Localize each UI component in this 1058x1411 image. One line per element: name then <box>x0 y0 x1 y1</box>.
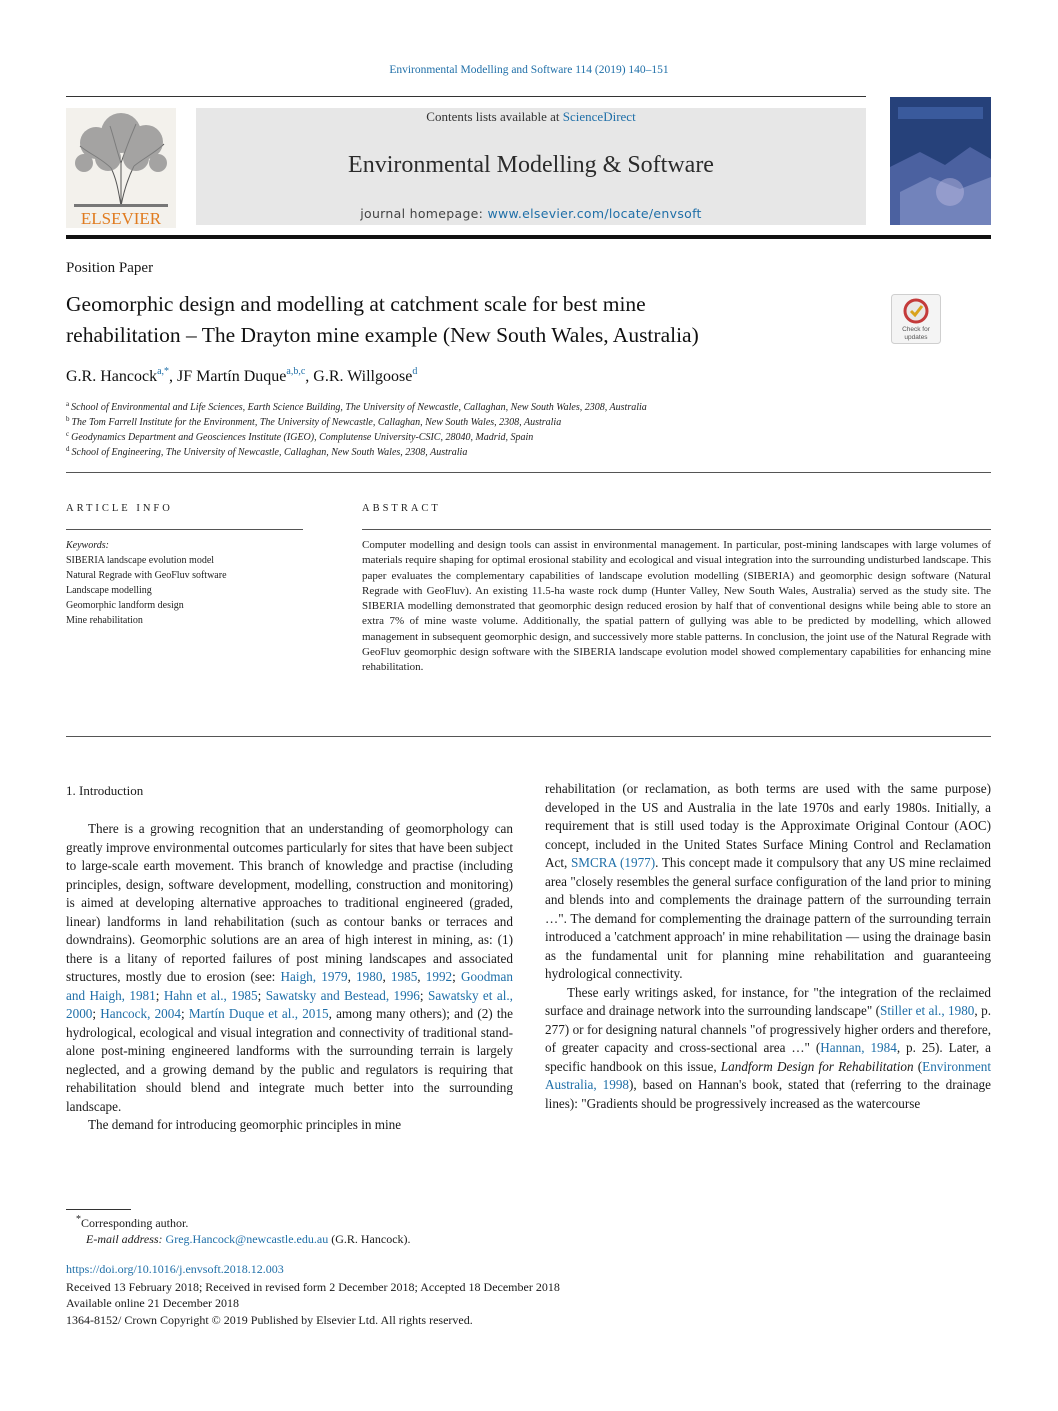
svg-text:Check for: Check for <box>902 326 930 333</box>
contents-line: Contents lists available at ScienceDirect <box>426 109 636 124</box>
author-affil-link[interactable]: d <box>412 366 418 377</box>
check-for-updates-badge[interactable] <box>891 294 941 344</box>
article-type: Position Paper <box>66 260 154 276</box>
body-paragraph: rehabilitation (or reclamation, as both terms are used with the same purpose) developed in the US and Australia in the late 1970s and early 1980s. Initially, a requirement that is still used today is the Approximate Original Contour (AOC) concept, included in the United States Surface Mining Control and Reclamation Act, SMCRA (1977). This concept made it compulsory that any US mine reclaimed area "closely resembles the general surface configuration of the land prior to mining and blends into and complements the drainage pattern of the surrounding terrain …". The demand for complementing the drainage pattern of the surrounding terrain introduced a 'catchment approach' in mine rehabilitation — using the drainage basin as the fundamental unit for planning mine rehabilitation and guaranteeing hydrological connectivity. <box>545 781 991 981</box>
keyword-item: Natural Regrade with GeoFluv software <box>66 570 227 581</box>
doi-link[interactable]: https://doi.org/10.1016/j.envsoft.2018.12.003 <box>66 1262 284 1276</box>
abstract-bottom-rule <box>66 736 991 737</box>
author-affil-link[interactable]: a,* <box>157 366 170 377</box>
citation-link[interactable]: 1985 <box>390 969 418 984</box>
citation-link[interactable]: Stiller et al., 1980 <box>879 1003 975 1018</box>
corresponding-author-note: *Corresponding author. <box>76 1214 189 1230</box>
keywords-label: Keywords: <box>66 540 109 551</box>
author-name: G.R. Hancock <box>66 368 158 385</box>
citation-link[interactable]: 1980 <box>356 969 383 984</box>
article-info-rule <box>66 529 303 530</box>
citation-link[interactable]: Environment Australia, 1998 <box>545 1058 991 1092</box>
publisher-logo <box>66 108 176 228</box>
author-name: JF Martín Duque <box>177 368 287 385</box>
header-top-rule <box>66 96 866 97</box>
journal-title: Environmental Modelling & Software <box>348 152 714 178</box>
section-heading-introduction: 1. Introduction <box>66 783 144 798</box>
keyword-item: SIBERIA landscape evolution model <box>66 555 215 566</box>
body-paragraph: The demand for introducing geomorphic principles in mine <box>88 1117 402 1132</box>
abstract-rule <box>362 529 991 530</box>
journal-cover-image[interactable] <box>890 97 991 225</box>
citation-link[interactable]: 1992 <box>425 969 453 984</box>
citation-link[interactable]: Hahn et al., 1985 <box>163 987 258 1003</box>
body-paragraph: There is a growing recognition that an understanding of geomorphology can greatly improve environmental outcomes particularly for sites that have been subject to large-scale earth movement. This branch of knowledge and practise (including principles, design, software development, modelling, construction and monitoring) is aimed at developing alternative approaches to traditional engineered (graded, linear) landforms in land rehabilitation (such as contour banks or terraces and downdrains). Geomorphic solutions are an area of high interest in mining, as: (1) there is a litany of reported failures of post mining landscapes and associated structures, mostly due to erosion (see: Haigh, 1979, 1980, 1985, 1992; Goodman and Haigh, 1981; Hahn et al., 1985; Sawatsky and Bestead, 1996; Sawatsky et al., 2000; Hancock, 2004; Martín Duque et al., 2015, among many others); and (2) the hydrological, ecological and visual integration and connectivity of traditional stand-alone post-mining engineered landforms with the surrounding terrain is largely neglected, and a growing demand by the public and regulators is requiring that rehabilitation should blend and integrate much better into the surrounding landscape. <box>66 821 513 1114</box>
keyword-item: Landscape modelling <box>66 585 152 596</box>
body-column-left <box>66 820 513 1135</box>
journal-homepage: journal homepage: www.elsevier.com/locate/envsoft <box>360 206 702 221</box>
author-name: G.R. Willgoose <box>313 368 413 385</box>
affiliation-b: $^b$ The Tom Farrell Institute for the Environment, The University of Newcastle, Callaghan, New South Wales, 2308, Australia <box>66 415 562 428</box>
abstract-heading: ABSTRACT <box>362 503 441 514</box>
affiliation-d: $^d$ School of Engineering, The University of Newcastle, Callaghan, New South Wales, 2308, Australia <box>66 445 468 458</box>
abstract-text: Computer modelling and design tools can assist in environmental management. In particular, post-mining landscapes with large volumes of materials require shaping for optimal erosional stability and ecological and visual integration into the surrounding undisturbed landscape. This paper evaluates the complementary capabilities of landscape evolution modelling (SIBERIA) and geomorphic design software (Natural Regrade with GeoFluv). An existing 11.5-ha waste rock dump (Hunter Valley, New South Wales, Australia) served as the study site. The SIBERIA modelling demonstrated that geomorphic design reduced erosion by half that of conventional designs while being able to store an extra 7% of mine waste volume. Additionally, the spatial pattern of gullying was able to be predicted by modelling, which allowed management in subsequent geomorphic design, and successively more stable patterns. In conclusion, the joint use of the Natural Regrade with GeoFluv geomorphic design software with the SIBERIA landscape evolution model showed complementary capabilities for enhancing mine rehabilitation. <box>362 539 991 674</box>
email-footnote: E-mail address: Greg.Hancock@newcastle.edu.au (G.R. Hancock). <box>86 1232 411 1246</box>
available-online-date: Available online 21 December 2018 <box>66 1296 240 1310</box>
citation-link[interactable]: Sawatsky et al., 2000 <box>66 987 513 1021</box>
keyword-item: Geomorphic landform design <box>66 600 184 611</box>
affiliation-a: $^a$ School of Environmental and Life Sciences, Earth Science Building, The University of Newcastle, Callaghan, New South Wales, 2308, Australia <box>66 400 647 413</box>
citation-link[interactable]: Sawatsky and Bestead, 1996 <box>265 987 420 1003</box>
title-line-1: Geomorphic design and modelling at catchment scale for best mine <box>66 292 646 316</box>
header-bottom-rule <box>66 235 991 239</box>
citation-link[interactable]: Martín Duque et al., 2015 <box>188 1006 329 1021</box>
svg-text:updates: updates <box>904 334 928 341</box>
copyright-notice: 1364-8152/ Crown Copyright © 2019 Published by Elsevier Ltd. All rights reserved. <box>66 1313 473 1327</box>
citation-link[interactable]: Goodman and Haigh, 1981 <box>66 969 513 1003</box>
affiliation-c: $^c$ Geodynamics Department and Geosciences Institute (IGEO), Complutense University-CSIC, 28040, Madrid, Spain <box>66 430 534 443</box>
sciencedirect-link[interactable]: ScienceDirect <box>562 109 636 124</box>
homepage-link[interactable]: www.elsevier.com/locate/envsoft <box>487 206 702 221</box>
article-info-heading: ARTICLE INFO <box>66 503 173 514</box>
title-line-2: rehabilitation – The Drayton mine example (New South Wales, Australia) <box>66 323 699 347</box>
svg-text:ELSEVIER: ELSEVIER <box>80 209 162 228</box>
elsevier-tree-icon <box>66 108 176 228</box>
footnote-rule <box>66 1209 131 1210</box>
article-title <box>66 289 866 351</box>
email-link[interactable]: Greg.Hancock@newcastle.edu.au <box>165 1232 329 1246</box>
citation-link[interactable]: Hannan, 1984 <box>820 1040 897 1055</box>
keyword-item: Mine rehabilitation <box>66 615 143 626</box>
citation-link[interactable]: Hancock, 2004 <box>100 1006 181 1021</box>
author-affil-link[interactable]: a,b,c <box>286 366 306 377</box>
body-paragraph: These early writings asked, for instance, for "the integration of the reclaimed surface and drainage network into the surrounding landscape" (Stiller et al., 1980, p. 277) or for designing natural channels "of progressively higher orders and therefore, of greater capacity and cross-sectional area …" (Hannan, 1984, p. 25). Later, a specific handbook on this issue, Landform Design for Rehabilitation (Environment Australia, 1998), based on Hannan's book, stated that (referring to the drainage lines): "Gradients should be progressively increased as the watercourse <box>545 984 991 1111</box>
citation-link[interactable]: Haigh, 1979 <box>280 969 348 984</box>
affiliation-rule <box>66 472 991 473</box>
journal-citation[interactable]: Environmental Modelling and Software 114 (2019) 140–151 <box>389 64 669 76</box>
received-dates: Received 13 February 2018; Received in revised form 2 December 2018; Accepted 18 December 2018 <box>66 1280 560 1294</box>
author-list: G.R. Hancock$^{a,*}$, JF Martín Duque$^{a,b,c}$, G.R. Willgoose$^d$ <box>66 366 418 385</box>
citation-link[interactable]: SMCRA (1977) <box>570 855 656 870</box>
body-column-right <box>545 780 991 1113</box>
